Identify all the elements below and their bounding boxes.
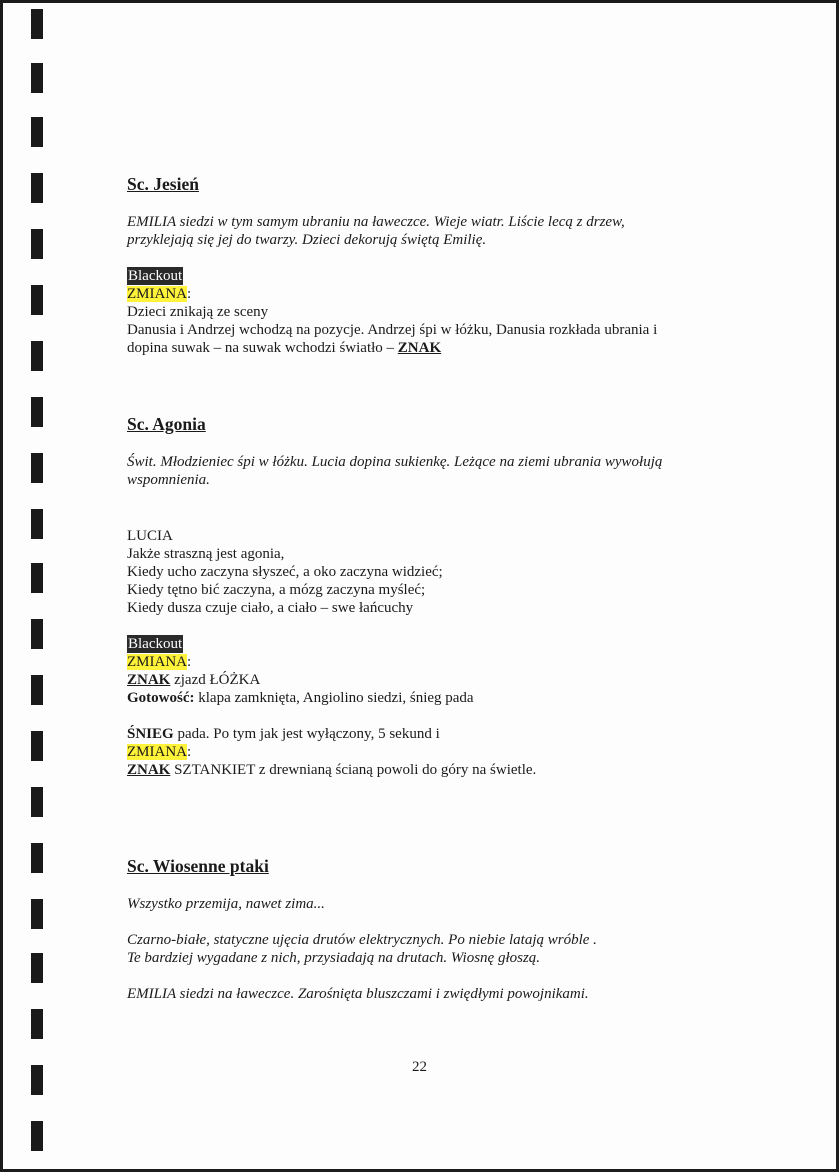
- cue-line: Dzieci znikają ze sceny: [127, 304, 269, 320]
- zmiana-highlight: ZMIANA: [127, 654, 187, 670]
- scene-title-agonia: Sc. Agonia: [127, 414, 206, 434]
- binding-mark: [31, 1009, 43, 1039]
- binding-mark: [31, 953, 43, 983]
- binding-mark: [31, 229, 43, 259]
- verse-line: Kiedy ucho zaczyna słyszeć, a oko zaczyna widzieć;: [127, 564, 443, 580]
- stage-direction: EMILIA siedzi w tym samym ubraniu na ławeczce. Wieje wiatr. Liście lecą z drzew,: [127, 214, 625, 230]
- binding-mark: [31, 787, 43, 817]
- stage-direction: przyklejają się jej do twarzy. Dzieci dekorują świętą Emilię.: [127, 232, 487, 248]
- binding-mark: [31, 453, 43, 483]
- cue-line: Danusia i Andrzej wchodzą na pozycje. Andrzej śpi w łóżku, Danusia rozkłada ubrania i: [127, 322, 658, 338]
- binding-mark: [31, 173, 43, 203]
- script-content: Sc. Jesień EMILIA siedzi w tym samym ubraniu na ławeczce. Wieje wiatr. Liście lecą z drzew, przyklejają się jej do twarzy. Dzieci dekorują świętą Emilię. Blackout ZMIANA: Dzieci znikają ze sceny Danusia i Andrzej wchodzą na pozycje. Andrzej śpi w łóżku, Danusia rozkłada ubrania i dopina suwak – na suwak wchodzi światło – ZNAK Sc. Agonia Świt. Młodzieniec śpi w łóżku. Lucia dopina sukienkę. Leżące na ziemi ubrania wywołują wspomnienia. LUCIA Jakże straszną jest agonia, Kiedy ucho zaczyna słyszeć, a oko zaczyna widzieć; Kiedy tętno bić zaczyna, a mózg zaczyna myśleć; Kiedy dusza czuje ciało, a ciało – swe łańcuchy Blackout ZMIANA: ZNAK zjazd ŁÓŻKA Gotowość: klapa zamknięta, Angiolino siedzi, śnieg pada ŚNIEG pada. Po tym jak jest wyłączony, 5 sekund i ZMIANA: ZNAK SZTANKIET z drewnianą ścianą powoli do góry na świetle. Sc. Wiosenne ptaki Wszystko przemija, nawet zima... Czarno-białe, statyczne ujęcia drutów elektrycznych. Po niebie latają wróble . Te bardziej wygadane z nich, przysiadają na drutach. Wiosnę głoszą. EMILIA siedzi na ławeczce. Zarośnięta bluszczami i zwiędłymi powojnikami.: [127, 173, 727, 1003]
- gotowosc-label: Gotowość:: [127, 690, 195, 706]
- scene-title-wiosenne-ptaki: Sc. Wiosenne ptaki: [127, 856, 269, 876]
- binding-mark: [31, 285, 43, 315]
- zmiana-highlight: ZMIANA: [127, 286, 187, 302]
- binding-mark: [31, 899, 43, 929]
- binding-mark: [31, 1121, 43, 1151]
- blackout-label: Blackout: [128, 268, 183, 284]
- binding-mark: [31, 9, 43, 39]
- stage-direction: Te bardziej wygadane z nich, przysiadają na drutach. Wiosnę głoszą.: [127, 950, 541, 966]
- cue-line: dopina suwak – na suwak wchodzi światło –: [127, 340, 398, 356]
- verse-line: Jakże straszną jest agonia,: [127, 546, 285, 562]
- page-number: 22: [412, 1059, 427, 1075]
- stage-direction: Czarno-białe, statyczne ujęcia drutów elektrycznych. Po niebie latają wróble .: [127, 932, 597, 948]
- cue-text: zjazd ŁÓŻKA: [170, 672, 261, 688]
- verse-line: Kiedy dusza czuje ciało, a ciało – swe łańcuchy: [127, 600, 414, 616]
- stage-direction: EMILIA siedzi na ławeczce. Zarośnięta bluszczami i zwiędłymi powojnikami.: [127, 986, 589, 1002]
- stage-direction: wspomnienia.: [127, 472, 210, 488]
- zmiana-highlight: ZMIANA: [127, 744, 187, 760]
- binding-mark: [31, 563, 43, 593]
- znak-cue: ZNAK: [127, 762, 171, 778]
- cue-text: pada. Po tym jak jest wyłączony, 5 sekund i: [173, 726, 440, 742]
- cue-text: SZTANKIET z drewnianą ścianą powoli do góry na świetle.: [170, 762, 537, 778]
- verse-line: Kiedy tętno bić zaczyna, a mózg zaczyna myśleć;: [127, 582, 426, 598]
- binding-mark: [31, 397, 43, 427]
- binding-mark: [31, 63, 43, 93]
- binding-mark: [31, 843, 43, 873]
- binding-holes: [31, 3, 45, 1169]
- znak-cue: ZNAK: [397, 340, 442, 356]
- speaker-name: LUCIA: [127, 528, 173, 544]
- scene-title-jesien: Sc. Jesień: [127, 174, 199, 194]
- binding-mark: [31, 341, 43, 371]
- snieg-cue: ŚNIEG: [127, 726, 174, 742]
- binding-mark: [31, 117, 43, 147]
- binding-mark: [31, 731, 43, 761]
- blackout-label: Blackout: [128, 636, 183, 652]
- binding-mark: [31, 509, 43, 539]
- stage-direction: Świt. Młodzieniec śpi w łóżku. Lucia dopina sukienkę. Leżące na ziemi ubrania wywołują: [127, 454, 663, 470]
- binding-mark: [31, 619, 43, 649]
- cue-text: klapa zamknięta, Angiolino siedzi, śnieg pada: [194, 690, 474, 706]
- stage-direction: Wszystko przemija, nawet zima...: [127, 896, 325, 912]
- binding-mark: [31, 675, 43, 705]
- znak-cue: ZNAK: [127, 672, 171, 688]
